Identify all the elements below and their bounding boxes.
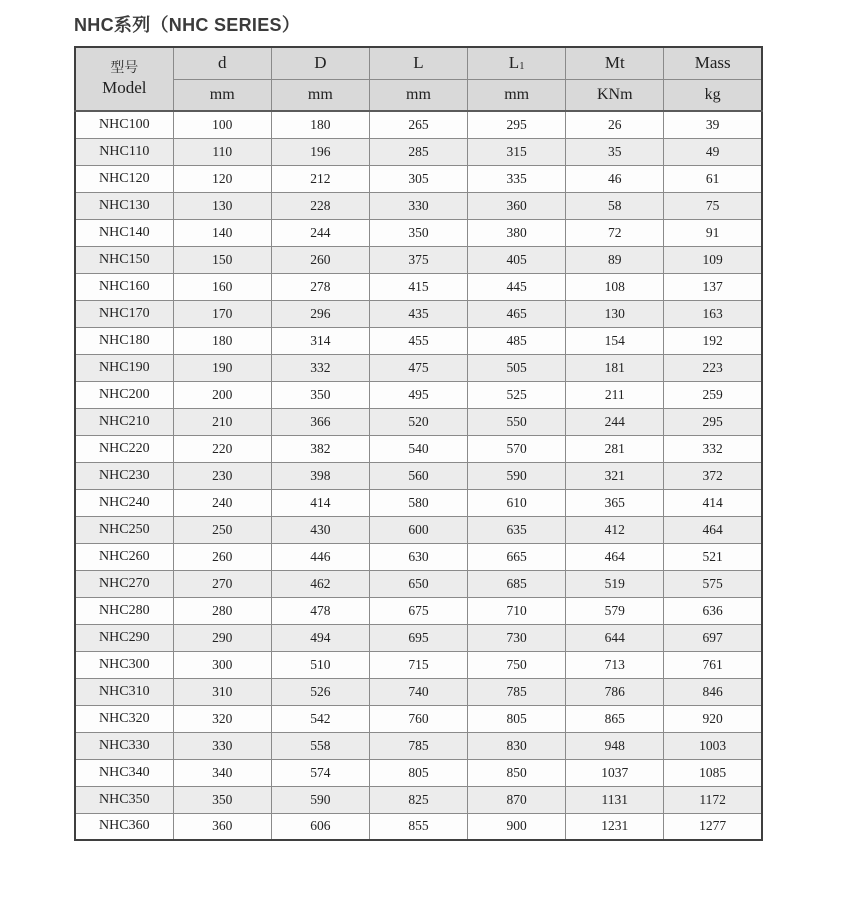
table-row <box>75 435 762 462</box>
value-cell: 435 <box>369 300 467 327</box>
value-cell: 526 <box>271 678 369 705</box>
model-cell: NHC190 <box>75 354 173 381</box>
value-cell: 415 <box>369 273 467 300</box>
value-cell: 550 <box>468 408 566 435</box>
value-cell: 305 <box>369 165 467 192</box>
value-cell: 455 <box>369 327 467 354</box>
value-cell: 163 <box>664 300 762 327</box>
value-cell: 414 <box>271 489 369 516</box>
value-cell: 270 <box>173 570 271 597</box>
table-row <box>75 246 762 273</box>
model-cell: NHC120 <box>75 165 173 192</box>
table-row <box>75 516 762 543</box>
value-cell: 380 <box>468 219 566 246</box>
value-cell: 72 <box>566 219 664 246</box>
value-cell: 464 <box>566 543 664 570</box>
value-cell: 574 <box>271 759 369 786</box>
table-row <box>75 651 762 678</box>
column-label-sub: 1 <box>519 61 525 73</box>
table-row <box>75 570 762 597</box>
column-header-L <box>369 47 467 79</box>
model-cell: NHC250 <box>75 516 173 543</box>
value-cell: 1172 <box>664 786 762 813</box>
model-cell: NHC200 <box>75 381 173 408</box>
value-cell: 366 <box>271 408 369 435</box>
value-cell: 211 <box>566 381 664 408</box>
value-cell: 713 <box>566 651 664 678</box>
value-cell: 360 <box>173 813 271 840</box>
value-cell: 805 <box>369 759 467 786</box>
value-cell: 900 <box>468 813 566 840</box>
value-cell: 1277 <box>664 813 762 840</box>
value-cell: 130 <box>566 300 664 327</box>
model-cell: NHC220 <box>75 435 173 462</box>
table-row <box>75 273 762 300</box>
value-cell: 223 <box>664 354 762 381</box>
value-cell: 39 <box>664 111 762 138</box>
value-cell: 259 <box>664 381 762 408</box>
value-cell: 26 <box>566 111 664 138</box>
column-label: Mt <box>604 53 625 73</box>
table-row <box>75 624 762 651</box>
unit-L: mm <box>369 79 467 111</box>
model-cell: NHC350 <box>75 786 173 813</box>
value-cell: 510 <box>271 651 369 678</box>
value-cell: 920 <box>664 705 762 732</box>
value-cell: 636 <box>664 597 762 624</box>
value-cell: 58 <box>566 192 664 219</box>
model-cell: NHC130 <box>75 192 173 219</box>
value-cell: 296 <box>271 300 369 327</box>
value-cell: 635 <box>468 516 566 543</box>
value-cell: 464 <box>664 516 762 543</box>
value-cell: 805 <box>468 705 566 732</box>
value-cell: 375 <box>369 246 467 273</box>
column-label: D <box>314 53 327 73</box>
model-cell: NHC260 <box>75 543 173 570</box>
value-cell: 181 <box>566 354 664 381</box>
value-cell: 494 <box>271 624 369 651</box>
header-unit-row <box>75 79 762 111</box>
value-cell: 465 <box>468 300 566 327</box>
value-cell: 785 <box>369 732 467 759</box>
value-cell: 260 <box>271 246 369 273</box>
value-cell: 590 <box>468 462 566 489</box>
model-cell: NHC180 <box>75 327 173 354</box>
value-cell: 846 <box>664 678 762 705</box>
model-cell: NHC310 <box>75 678 173 705</box>
value-cell: 865 <box>566 705 664 732</box>
value-cell: 430 <box>271 516 369 543</box>
model-cell: NHC330 <box>75 732 173 759</box>
value-cell: 192 <box>664 327 762 354</box>
value-cell: 196 <box>271 138 369 165</box>
value-cell: 570 <box>468 435 566 462</box>
value-cell: 244 <box>566 408 664 435</box>
value-cell: 290 <box>173 624 271 651</box>
value-cell: 475 <box>369 354 467 381</box>
value-cell: 610 <box>468 489 566 516</box>
unit-Mass: kg <box>664 79 762 111</box>
value-cell: 220 <box>173 435 271 462</box>
value-cell: 372 <box>664 462 762 489</box>
value-cell: 414 <box>664 489 762 516</box>
column-header-Mass <box>664 47 762 79</box>
model-cell: NHC160 <box>75 273 173 300</box>
value-cell: 109 <box>664 246 762 273</box>
value-cell: 665 <box>468 543 566 570</box>
table-body <box>75 111 762 840</box>
table-row <box>75 813 762 840</box>
value-cell: 715 <box>369 651 467 678</box>
value-cell: 228 <box>271 192 369 219</box>
unit-Mt: KNm <box>566 79 664 111</box>
value-cell: 1131 <box>566 786 664 813</box>
column-header-model <box>75 47 173 111</box>
model-cell: NHC280 <box>75 597 173 624</box>
value-cell: 630 <box>369 543 467 570</box>
table-header <box>75 47 762 111</box>
value-cell: 332 <box>271 354 369 381</box>
value-cell: 280 <box>173 597 271 624</box>
table-row <box>75 597 762 624</box>
value-cell: 150 <box>173 246 271 273</box>
model-cell: NHC360 <box>75 813 173 840</box>
value-cell: 340 <box>173 759 271 786</box>
value-cell: 675 <box>369 597 467 624</box>
model-header-en: Model <box>102 77 147 97</box>
value-cell: 180 <box>271 111 369 138</box>
value-cell: 520 <box>369 408 467 435</box>
value-cell: 697 <box>664 624 762 651</box>
value-cell: 750 <box>468 651 566 678</box>
value-cell: 314 <box>271 327 369 354</box>
column-label: Mass <box>694 53 731 73</box>
value-cell: 89 <box>566 246 664 273</box>
column-label: L <box>508 53 520 73</box>
value-cell: 462 <box>271 570 369 597</box>
value-cell: 75 <box>664 192 762 219</box>
value-cell: 281 <box>566 435 664 462</box>
column-label: d <box>217 53 227 73</box>
value-cell: 310 <box>173 678 271 705</box>
value-cell: 830 <box>468 732 566 759</box>
value-cell: 300 <box>173 651 271 678</box>
value-cell: 137 <box>664 273 762 300</box>
value-cell: 485 <box>468 327 566 354</box>
table-row <box>75 327 762 354</box>
value-cell: 295 <box>468 111 566 138</box>
model-cell: NHC320 <box>75 705 173 732</box>
value-cell: 579 <box>566 597 664 624</box>
value-cell: 870 <box>468 786 566 813</box>
value-cell: 382 <box>271 435 369 462</box>
value-cell: 295 <box>664 408 762 435</box>
model-cell: NHC240 <box>75 489 173 516</box>
value-cell: 285 <box>369 138 467 165</box>
value-cell: 685 <box>468 570 566 597</box>
table-row <box>75 678 762 705</box>
value-cell: 606 <box>271 813 369 840</box>
value-cell: 710 <box>468 597 566 624</box>
value-cell: 948 <box>566 732 664 759</box>
table-row <box>75 462 762 489</box>
value-cell: 580 <box>369 489 467 516</box>
value-cell: 350 <box>173 786 271 813</box>
value-cell: 1037 <box>566 759 664 786</box>
table-row <box>75 759 762 786</box>
value-cell: 240 <box>173 489 271 516</box>
value-cell: 1003 <box>664 732 762 759</box>
value-cell: 250 <box>173 516 271 543</box>
value-cell: 190 <box>173 354 271 381</box>
column-header-Mt <box>566 47 664 79</box>
value-cell: 260 <box>173 543 271 570</box>
model-cell: NHC290 <box>75 624 173 651</box>
value-cell: 365 <box>566 489 664 516</box>
model-cell: NHC110 <box>75 138 173 165</box>
value-cell: 478 <box>271 597 369 624</box>
table-row <box>75 354 762 381</box>
model-cell: NHC150 <box>75 246 173 273</box>
value-cell: 46 <box>566 165 664 192</box>
unit-d: mm <box>173 79 271 111</box>
table-row <box>75 165 762 192</box>
value-cell: 1085 <box>664 759 762 786</box>
model-cell: NHC270 <box>75 570 173 597</box>
value-cell: 519 <box>566 570 664 597</box>
table-row <box>75 489 762 516</box>
header-label-row <box>75 47 762 79</box>
value-cell: 600 <box>369 516 467 543</box>
value-cell: 525 <box>468 381 566 408</box>
value-cell: 825 <box>369 786 467 813</box>
model-cell: NHC140 <box>75 219 173 246</box>
value-cell: 560 <box>369 462 467 489</box>
model-cell: NHC340 <box>75 759 173 786</box>
model-cell: NHC230 <box>75 462 173 489</box>
value-cell: 154 <box>566 327 664 354</box>
value-cell: 855 <box>369 813 467 840</box>
table-row <box>75 111 762 138</box>
value-cell: 170 <box>173 300 271 327</box>
table-row <box>75 300 762 327</box>
value-cell: 695 <box>369 624 467 651</box>
value-cell: 495 <box>369 381 467 408</box>
value-cell: 49 <box>664 138 762 165</box>
value-cell: 446 <box>271 543 369 570</box>
value-cell: 575 <box>664 570 762 597</box>
value-cell: 360 <box>468 192 566 219</box>
table-row <box>75 381 762 408</box>
value-cell: 761 <box>664 651 762 678</box>
model-header-zh: 型号 <box>110 59 139 76</box>
value-cell: 350 <box>369 219 467 246</box>
value-cell: 244 <box>271 219 369 246</box>
model-cell: NHC170 <box>75 300 173 327</box>
value-cell: 850 <box>468 759 566 786</box>
value-cell: 542 <box>271 705 369 732</box>
table-row <box>75 732 762 759</box>
column-header-d <box>173 47 271 79</box>
value-cell: 140 <box>173 219 271 246</box>
value-cell: 760 <box>369 705 467 732</box>
value-cell: 330 <box>173 732 271 759</box>
value-cell: 445 <box>468 273 566 300</box>
value-cell: 321 <box>566 462 664 489</box>
table-row <box>75 705 762 732</box>
value-cell: 210 <box>173 408 271 435</box>
table-row <box>75 786 762 813</box>
table-row <box>75 543 762 570</box>
value-cell: 315 <box>468 138 566 165</box>
column-header-L1 <box>468 47 566 79</box>
value-cell: 180 <box>173 327 271 354</box>
value-cell: 540 <box>369 435 467 462</box>
value-cell: 505 <box>468 354 566 381</box>
value-cell: 265 <box>369 111 467 138</box>
value-cell: 644 <box>566 624 664 651</box>
model-cell: NHC300 <box>75 651 173 678</box>
value-cell: 35 <box>566 138 664 165</box>
value-cell: 61 <box>664 165 762 192</box>
table-row <box>75 138 762 165</box>
value-cell: 412 <box>566 516 664 543</box>
table-row <box>75 219 762 246</box>
value-cell: 130 <box>173 192 271 219</box>
value-cell: 1231 <box>566 813 664 840</box>
spec-table <box>74 46 763 841</box>
value-cell: 212 <box>271 165 369 192</box>
unit-D: mm <box>271 79 369 111</box>
value-cell: 110 <box>173 138 271 165</box>
value-cell: 650 <box>369 570 467 597</box>
value-cell: 335 <box>468 165 566 192</box>
table-row <box>75 408 762 435</box>
column-header-D <box>271 47 369 79</box>
value-cell: 91 <box>664 219 762 246</box>
page-title: NHC系列（NHC SERIES） <box>74 15 301 35</box>
value-cell: 108 <box>566 273 664 300</box>
value-cell: 330 <box>369 192 467 219</box>
value-cell: 100 <box>173 111 271 138</box>
value-cell: 230 <box>173 462 271 489</box>
column-label: L <box>413 53 424 73</box>
value-cell: 200 <box>173 381 271 408</box>
value-cell: 786 <box>566 678 664 705</box>
value-cell: 785 <box>468 678 566 705</box>
value-cell: 278 <box>271 273 369 300</box>
model-cell: NHC100 <box>75 111 173 138</box>
value-cell: 730 <box>468 624 566 651</box>
value-cell: 398 <box>271 462 369 489</box>
value-cell: 590 <box>271 786 369 813</box>
value-cell: 558 <box>271 732 369 759</box>
value-cell: 320 <box>173 705 271 732</box>
unit-L1: mm <box>468 79 566 111</box>
value-cell: 160 <box>173 273 271 300</box>
value-cell: 332 <box>664 435 762 462</box>
value-cell: 350 <box>271 381 369 408</box>
table-row <box>75 192 762 219</box>
value-cell: 120 <box>173 165 271 192</box>
model-cell: NHC210 <box>75 408 173 435</box>
value-cell: 521 <box>664 543 762 570</box>
value-cell: 405 <box>468 246 566 273</box>
value-cell: 740 <box>369 678 467 705</box>
